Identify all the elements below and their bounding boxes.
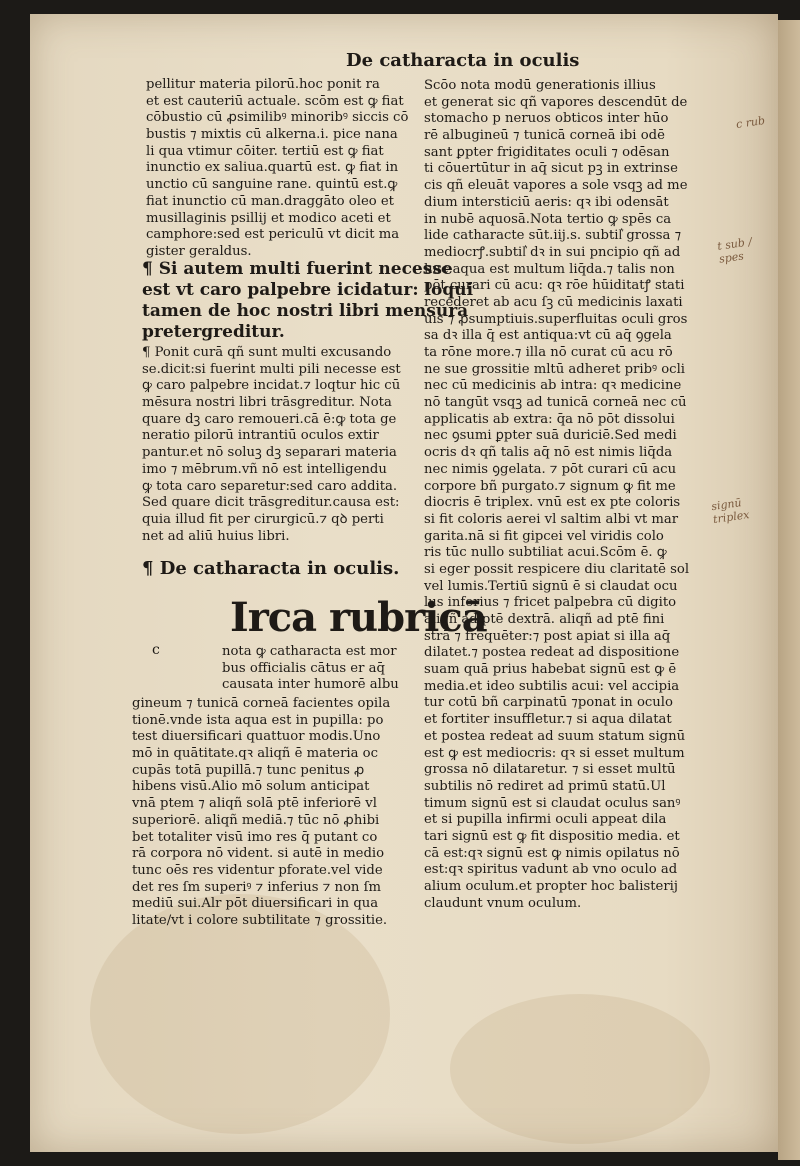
text-line: litate/vt i colore subtilitate ⁊ grossitie.	[132, 912, 388, 928]
marginal-note: c rub	[735, 114, 766, 131]
marginal-note: t sub / spes	[716, 235, 753, 266]
text-line: corpore bñ purgato.⁊ signum ꝙ fit me	[424, 478, 676, 494]
text-line: nec ꝯsumi ꝑpter suā duriciē.Sed medi	[424, 428, 677, 444]
text-line: Scōo nota modū generationis illius	[424, 78, 656, 93]
text-line: applicatis ab extra: q̄a nō pōt dissolui	[424, 411, 675, 427]
text-line: uis ⁊ ꝓsumptiuis.superfluitas oculi gros	[424, 311, 688, 327]
rubric-indented-lines	[222, 644, 399, 694]
adjacent-page-edge	[778, 20, 800, 1160]
text-line: grossa nō dilataretur. ⁊ si esset multū	[424, 762, 676, 778]
text-line: media.et ideo subtilis acui: vel accipia	[424, 678, 680, 694]
text-line: suam quā prius habebat signū est ꝙ ē	[424, 662, 677, 678]
text-line: Sed quare dicit trāsgreditur.causa est:	[142, 495, 400, 511]
text-line: bet totaliter visū imo res q̄ putant co	[132, 829, 378, 845]
left-column-bottom-text	[132, 696, 390, 930]
text-line: tunc oēs res videntur pforate.vel vide	[132, 862, 383, 878]
text-line: pretergreditur.	[142, 322, 285, 342]
text-line: et est cauteriū actuale. scōm est ꝙ fiat	[146, 93, 404, 109]
text-line: ꝙ caro palpebre incidat.⁊ loqtur hic cū	[142, 378, 401, 394]
text-line: aliqñ ad ptē dextrā. aliqñ ad ptē fini	[424, 612, 665, 627]
text-line: est vt caro palpebre icidatur: loqui	[142, 280, 474, 300]
text-line: mediū sui.Alr pōt diuersificari in qua	[132, 896, 379, 912]
text-line: dium intersticiū aeris: qꝛ ibi odensāt	[424, 194, 669, 210]
text-line: causata inter humorē albu	[222, 677, 399, 693]
text-line: et postea redeat ad suum statum signū	[424, 728, 686, 744]
text-line: mēsura nostri libri trāsgreditur. Nota	[142, 395, 392, 411]
text-line: nec nimis ꝯgelata. ⁊ pōt curari cū acu	[424, 461, 677, 477]
rubric-title: Irca rubricā	[230, 594, 487, 641]
text-line: inunctio ex saliua.quartū est. ꝙ fiat in	[146, 160, 399, 176]
text-line: rē albugineū ⁊ tunicā corneā ibi odē	[424, 128, 665, 144]
text-line: vel lumis.Tertiū signū ē si claudat ocu	[424, 578, 678, 594]
text-line: gister geraldus.	[146, 243, 252, 259]
chapter-heading: ¶ De catharacta in oculis.	[142, 558, 400, 579]
text-line: ris tūc nullo subtiliat acui.Scōm ē. ꝙ	[424, 545, 667, 561]
text-line: pantur.et nō soluꝫ dꝫ separari materia	[142, 445, 397, 461]
text-line: ta rōne more.⁊ illa nō curat cū acu rō	[424, 345, 673, 360]
paper-stain	[450, 994, 710, 1144]
text-line: est ꝙ est mediocris: qꝛ si esset multum	[424, 745, 685, 761]
text-line: si eger possit respicere diu claritatē sol	[424, 561, 690, 577]
text-line: se.dicit:si fuerint multi pili necesse est	[142, 361, 401, 377]
text-line: pellitur materia pilorū.hoc ponit ra	[146, 77, 380, 92]
text-line: pōt curari cū acu: qꝛ rōe hūiditatꝭ stati	[424, 278, 685, 294]
paper-stain	[90, 894, 390, 1134]
text-line: sa dꝛ illa q̄ est antiqua:vt cū aq̄ ꝯgela	[424, 328, 672, 344]
text-line: diocris ē triplex. vnū est ex pte coloris	[424, 495, 681, 511]
commentary-small-paragraph	[142, 345, 401, 545]
text-line: gineum ⁊ tunicā corneā facientes opila	[132, 696, 391, 711]
text-line: test diuersificari quattuor modis.Uno	[132, 729, 381, 745]
text-line: et si pupilla infirmi oculi appeat dila	[424, 812, 667, 828]
text-line: et fortiter insuffletur.⁊ si aqua dilatat	[424, 712, 672, 728]
text-line: si fit coloris aerei vl saltim albi vt mar	[424, 511, 679, 527]
text-line: dilatet.⁊ postea redeat ad dispositione	[424, 645, 680, 661]
text-line: mō in quātitate.qꝛ aliqñ ē materia oc	[132, 746, 378, 762]
text-line: claudunt vnum oculum.	[424, 895, 582, 911]
text-line: alium oculum.et propter hoc balisterij	[424, 879, 678, 894]
text-line: huc aqua est multum liq̄da.⁊ talis non	[424, 261, 675, 277]
text-line: ¶ Ponit curā qñ sunt multi excusando	[142, 345, 392, 360]
text-line: sant ꝑpter frigiditates oculi ⁊ odēsan	[424, 144, 670, 160]
text-line: unctio cū sanguine rane. quintū est.ꝙ	[146, 177, 398, 193]
text-line: tamen de hoc nostri libri mensura	[142, 301, 469, 321]
text-line: garita.nā si fit gipcei vel viridis colo	[424, 528, 664, 544]
text-line: ꝙ tota caro separetur:sed caro addita.	[142, 478, 398, 494]
running-header: De catharacta in oculis	[346, 50, 580, 71]
text-line: recederet ab acu ſꝫ cū medicinis laxati	[424, 294, 683, 310]
text-line: strā ⁊ frequēter:⁊ post apiat si illa aq̄	[424, 628, 671, 644]
left-column-top-text	[146, 77, 408, 261]
text-line: quare dꝫ caro remoueri.cā ē:ꝙ tota ge	[142, 411, 397, 427]
text-line: li qua vtimur cōiter. tertiū est ꝙ fiat	[146, 143, 384, 159]
text-line: mediocrꝭ.subtil͛ dꝛ in sui pncipio qñ ad	[424, 244, 681, 260]
text-line: camphore:sed est periculū vt dicit ma	[146, 227, 400, 243]
text-line: nota ꝙ catharacta est mor	[222, 644, 397, 659]
text-line: nō tangūt vsqꝫ ad tunicā corneā nec cū	[424, 395, 687, 411]
right-column-text	[424, 78, 689, 912]
text-line: lus inferius ⁊ fricet palpebra cū digito	[424, 595, 677, 611]
text-line: ¶ Si autem multi fuerint necesse	[142, 259, 453, 279]
text-line: cupās totā pupillā.⁊ tunc penitus ꝓ	[132, 762, 365, 778]
text-line: superiorē. aliqñ mediā.⁊ tūc nō ꝓhibi	[132, 812, 380, 828]
text-line: ne sue grossitie mltū adheret pribꝰ ocli	[424, 361, 686, 377]
text-line: rā corpora nō vident. si autē in medio	[132, 846, 385, 862]
text-line: cā est:qꝛ signū est ꝙ nimis opilatus nō	[424, 845, 680, 861]
text-line: nec cū medicinis ab intra: qꝛ medicine	[424, 378, 682, 394]
text-line: cis qñ eleuāt vapores a sole vsqꝫ ad me	[424, 178, 688, 194]
text-line: subtilis nō rediret ad primū statū.Ul	[424, 778, 666, 794]
marginal-note: signū triplex	[710, 496, 751, 527]
text-line: ocris dꝛ qñ talis aq̄ nō est nimis liq̄da	[424, 445, 673, 461]
text-line: timum signū est si claudat oculus sanꝰ	[424, 795, 681, 811]
text-line: vnā ptem ⁊ aliqñ solā ptē inferiorē vl	[132, 796, 377, 812]
text-line: ti cōuertūtur in aq̄ sicut pꝫ in extrinse	[424, 161, 678, 177]
text-line: est:qꝛ spiritus vadunt ab vno oculo ad	[424, 862, 678, 878]
text-line: stomacho p neruos obticos inter hūo	[424, 111, 669, 127]
text-line: tur cotū bñ carpinatū ⁊ponat in oculo	[424, 695, 673, 711]
text-line: fiat inunctio cū man.draggāto oleo et	[146, 193, 394, 209]
text-line: net ad aliū huius libri.	[142, 528, 290, 544]
text-line: bus officialis cātus er aq̄	[222, 660, 385, 676]
text-line: in nubē aquosā.Nota tertio ꝙ spēs ca	[424, 211, 672, 227]
text-line: lide catharacte sūt.iij.s. subtil͛ grossa ⁊	[424, 228, 682, 244]
text-line: det res ſm superiꝰ ⁊ inferius ⁊ non ſm	[132, 879, 381, 895]
guide-letter: c	[152, 642, 160, 658]
text-line: neratio pilorū intrantiū oculos extir	[142, 428, 379, 444]
text-line: hibens visū.Alio mō solum anticipat	[132, 779, 370, 795]
text-line: tari signū est ꝙ fit dispositio media. et	[424, 828, 680, 844]
text-line: quia illud fit per cirurgicū.⁊ qꝺ perti	[142, 511, 384, 527]
text-line: cōbustio cū ꝓsimilibꝰ minoribꝰ siccis cō	[146, 110, 409, 126]
text-line: tionē.vnde ista aqua est in pupilla: po	[132, 712, 384, 728]
text-line: bustis ⁊ mixtis cū alkerna.i. pice nana	[146, 127, 398, 143]
text-line: musillaginis psillij et modico aceti et	[146, 210, 391, 226]
text-line: et generat sic qñ vapores descendūt de	[424, 94, 688, 110]
text-line: imo ⁊ mēbrum.vñ nō est intelligendu	[142, 461, 387, 477]
